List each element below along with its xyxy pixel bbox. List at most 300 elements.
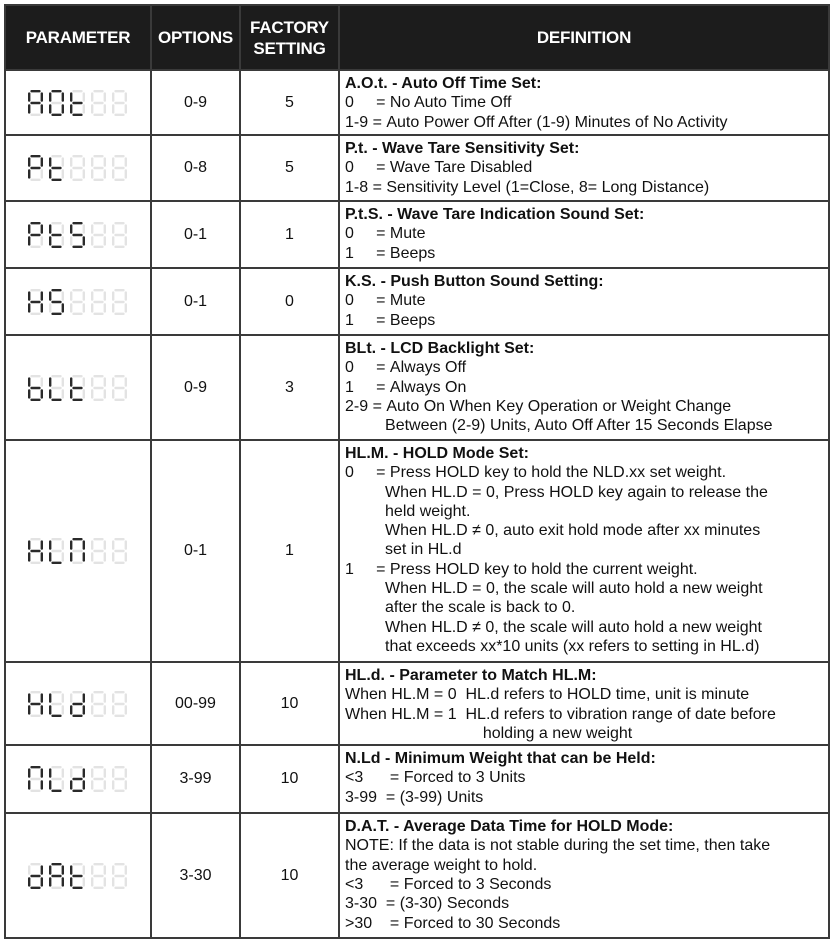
lcd-segment [125, 291, 127, 300]
definition-value: set in HL.d [385, 541, 462, 559]
lcd-segment [72, 863, 82, 865]
lcd-segment [30, 550, 40, 552]
lcd-segment [49, 769, 51, 778]
lcd-segment [83, 877, 85, 886]
lcd-segment [72, 386, 82, 388]
definition-value: NOTE: If the data is not stable during the set time, then take [345, 837, 771, 855]
lcd-segment [72, 101, 82, 103]
lcd-segment [30, 398, 40, 400]
lcd-segment [70, 303, 72, 312]
lcd-segment [91, 92, 93, 101]
lcd-segment [112, 157, 114, 166]
definition-key [345, 637, 385, 656]
definition-cell [339, 268, 829, 335]
lcd-segment [51, 714, 61, 716]
options-cell: 0-9 [151, 70, 240, 135]
lcd-segment [49, 705, 51, 714]
lcd-segment [93, 538, 103, 540]
lcd-segment [30, 300, 40, 302]
lcd-segment [112, 303, 114, 312]
lcd-segment [91, 169, 93, 178]
lcd-segment [93, 101, 103, 103]
definition-key: 1-9 = [345, 113, 387, 131]
table-row [5, 745, 829, 813]
definition-value: holding a new weight [482, 724, 633, 742]
definition-line [345, 836, 824, 855]
parameter-table [4, 4, 830, 939]
definition-value: Auto Power Off After (1-9) Minutes of No Activity [386, 113, 728, 131]
lcd-segment [51, 113, 61, 115]
header-factory-line1: FACTORY [250, 17, 329, 37]
lcd-segment [30, 562, 40, 564]
factory-setting-cell: 10 [240, 813, 339, 938]
lcd-segment [30, 778, 40, 780]
lcd-segment [41, 552, 43, 561]
lcd-segment [83, 705, 85, 714]
lcd-segment [62, 780, 64, 789]
lcd-segment [72, 790, 82, 792]
lcd-segment [83, 780, 85, 789]
lcd-segment [70, 540, 72, 549]
lcd-segment [49, 303, 51, 312]
lcd-segment [51, 562, 61, 564]
definition-key [345, 618, 385, 637]
lcd-display-icon [26, 287, 130, 317]
lcd-segment [91, 693, 93, 702]
lcd-segment [114, 113, 124, 115]
lcd-segment [51, 886, 61, 888]
definition-title: P.t.S. - Wave Tare Indication Sound Set: [345, 206, 645, 223]
lcd-segment [91, 389, 93, 398]
lcd-segment [104, 104, 106, 113]
lcd-segment [91, 104, 93, 113]
definition-cell [339, 135, 829, 201]
lcd-segment [51, 375, 61, 377]
definition-key: <3 = [345, 876, 404, 894]
table-row [5, 662, 829, 745]
lcd-segment [70, 389, 72, 398]
lcd-segment [49, 169, 51, 178]
lcd-display-cell [5, 70, 151, 135]
lcd-segment [83, 865, 85, 874]
factory-setting-cell: 1 [240, 201, 339, 268]
definition-line [345, 685, 824, 704]
lcd-segment [114, 167, 124, 169]
definition-key: 2-9 = [345, 397, 387, 415]
lcd-segment [91, 157, 93, 166]
lcd-segment [30, 538, 40, 540]
lcd-segment [93, 245, 103, 247]
definition-value: When HL.D = 0, Press HOLD key again to release the [385, 483, 768, 501]
lcd-segment [30, 167, 40, 169]
definition-key: 0 = [345, 464, 390, 482]
table-row [5, 335, 829, 440]
definition-value: When HL.D ≠ 0, auto exit hold mode after xx minutes [385, 522, 761, 540]
header-definition: DEFINITION [339, 5, 829, 70]
lcd-segment [91, 865, 93, 874]
lcd-segment [49, 693, 51, 702]
definition-key [345, 579, 385, 598]
definition-line [345, 244, 824, 263]
lcd-segment [91, 780, 93, 789]
definition-key: 1 = [345, 244, 390, 262]
lcd-segment [72, 222, 82, 224]
lcd-display-icon [26, 689, 130, 719]
lcd-display-cell [5, 201, 151, 268]
lcd-segment [51, 538, 61, 540]
definition-line [345, 397, 824, 416]
lcd-segment [49, 540, 51, 549]
lcd-segment [91, 236, 93, 245]
lcd-segment [28, 104, 30, 113]
definition-line [345, 416, 824, 435]
lcd-segment [30, 702, 40, 704]
table-row [5, 201, 829, 268]
definition-value: Press HOLD key to hold the NLD.xx set weight. [389, 464, 727, 482]
definition-key: <3 = [345, 769, 404, 787]
lcd-display-icon [26, 764, 130, 794]
lcd-segment [62, 291, 64, 300]
lcd-segment [83, 169, 85, 178]
lcd-segment [62, 236, 64, 245]
lcd-segment [62, 104, 64, 113]
definition-title: K.S. - Push Button Sound Setting: [345, 273, 604, 290]
lcd-segment [83, 104, 85, 113]
definition-key: 0 = [345, 359, 390, 377]
lcd-segment [28, 236, 30, 245]
lcd-segment [72, 375, 82, 377]
lcd-segment [112, 169, 114, 178]
lcd-display-cell [5, 440, 151, 662]
definition-line [345, 894, 824, 913]
lcd-segment [51, 222, 61, 224]
lcd-segment [41, 169, 43, 178]
definition-value: Always Off [389, 359, 467, 377]
definition-cell [339, 745, 829, 813]
lcd-segment [125, 769, 127, 778]
definition-value: Between (2-9) Units, Auto Off After 15 Seconds Elapse [385, 417, 773, 435]
lcd-segment [41, 865, 43, 874]
lcd-segment [51, 550, 61, 552]
definition-line [345, 560, 824, 579]
definition-line [345, 618, 824, 637]
lcd-segment [28, 693, 30, 702]
lcd-segment [72, 398, 82, 400]
definition-line [345, 113, 824, 132]
definition-value: Forced to 3 Seconds [403, 876, 552, 894]
lcd-segment [70, 92, 72, 101]
lcd-segment [91, 224, 93, 233]
lcd-display-icon [26, 220, 130, 250]
lcd-segment [114, 874, 124, 876]
lcd-segment [72, 691, 82, 693]
lcd-segment [83, 389, 85, 398]
lcd-segment [72, 714, 82, 716]
lcd-segment [70, 780, 72, 789]
lcd-segment [62, 169, 64, 178]
lcd-segment [93, 289, 103, 291]
lcd-segment [104, 92, 106, 101]
lcd-segment [70, 865, 72, 874]
lcd-segment [83, 552, 85, 561]
lcd-segment [51, 778, 61, 780]
lcd-segment [30, 245, 40, 247]
lcd-segment [104, 693, 106, 702]
lcd-segment [49, 104, 51, 113]
definition-title: HL.M. - HOLD Mode Set: [345, 445, 529, 462]
lcd-segment [72, 538, 82, 540]
definition-title: A.O.t. - Auto Off Time Set: [345, 75, 542, 92]
lcd-segment [28, 92, 30, 101]
lcd-segment [112, 780, 114, 789]
lcd-segment [93, 550, 103, 552]
lcd-segment [114, 90, 124, 92]
lcd-segment [91, 552, 93, 561]
lcd-segment [114, 886, 124, 888]
lcd-segment [41, 236, 43, 245]
lcd-segment [30, 289, 40, 291]
table-row [5, 268, 829, 335]
definition-line [345, 502, 824, 521]
lcd-segment [91, 877, 93, 886]
lcd-segment [30, 113, 40, 115]
options-cell: 0-9 [151, 335, 240, 440]
definition-line [345, 483, 824, 502]
lcd-segment [114, 562, 124, 564]
lcd-segment [41, 303, 43, 312]
lcd-segment [70, 705, 72, 714]
lcd-segment [41, 877, 43, 886]
lcd-segment [112, 236, 114, 245]
lcd-segment [114, 863, 124, 865]
lcd-segment [62, 157, 64, 166]
table-row [5, 440, 829, 662]
definition-line [345, 579, 824, 598]
options-cell: 0-1 [151, 201, 240, 268]
definition-line [345, 358, 824, 377]
lcd-segment [72, 300, 82, 302]
lcd-segment [125, 377, 127, 386]
definition-value: When HL.D ≠ 0, the scale will auto hold a new weight [385, 618, 762, 636]
definition-key: 3-30 = [345, 895, 400, 913]
options-cell: 3-99 [151, 745, 240, 813]
lcd-segment [93, 155, 103, 157]
lcd-segment [70, 693, 72, 702]
lcd-segment [51, 245, 61, 247]
definition-key: 0 = [345, 94, 390, 112]
lcd-segment [62, 693, 64, 702]
lcd-segment [125, 224, 127, 233]
definition-value: No Auto Time Off [389, 94, 512, 112]
lcd-segment [93, 222, 103, 224]
definition-key: 1 = [345, 378, 390, 396]
lcd-segment [51, 398, 61, 400]
lcd-segment [70, 552, 72, 561]
lcd-segment [93, 167, 103, 169]
lcd-segment [112, 540, 114, 549]
definition-line [345, 158, 824, 177]
lcd-segment [93, 312, 103, 314]
lcd-segment [125, 705, 127, 714]
lcd-segment [93, 300, 103, 302]
lcd-segment [114, 550, 124, 552]
lcd-segment [51, 863, 61, 865]
lcd-segment [41, 769, 43, 778]
definition-line [345, 724, 824, 743]
lcd-segment [62, 92, 64, 101]
lcd-segment [91, 540, 93, 549]
lcd-segment [114, 155, 124, 157]
factory-setting-cell: 5 [240, 135, 339, 201]
lcd-segment [91, 303, 93, 312]
definition-line [345, 178, 824, 197]
definition-key [345, 724, 483, 743]
lcd-segment [51, 90, 61, 92]
header-factory-setting [240, 5, 339, 70]
lcd-segment [93, 702, 103, 704]
lcd-segment [125, 104, 127, 113]
definition-line [345, 93, 824, 112]
header-factory-line2: SETTING [253, 38, 326, 58]
lcd-segment [72, 167, 82, 169]
lcd-segment [70, 169, 72, 178]
definition-cell [339, 813, 829, 938]
lcd-segment [49, 780, 51, 789]
definition-line [345, 856, 824, 875]
lcd-segment [70, 769, 72, 778]
options-cell: 0-8 [151, 135, 240, 201]
lcd-segment [72, 312, 82, 314]
lcd-segment [93, 233, 103, 235]
lcd-segment [83, 92, 85, 101]
options-cell: 3-30 [151, 813, 240, 938]
definition-line [345, 291, 824, 310]
lcd-segment [104, 303, 106, 312]
definition-key: 1 = [345, 560, 390, 578]
lcd-segment [28, 540, 30, 549]
lcd-segment [112, 92, 114, 101]
definition-cell [339, 201, 829, 268]
definition-key: 0 = [345, 292, 390, 310]
lcd-segment [41, 389, 43, 398]
definition-key: 1-8 = [345, 178, 387, 196]
lcd-segment [72, 233, 82, 235]
lcd-segment [104, 705, 106, 714]
lcd-segment [28, 877, 30, 886]
lcd-segment [70, 377, 72, 386]
lcd-segment [28, 291, 30, 300]
lcd-segment [125, 865, 127, 874]
lcd-segment [104, 865, 106, 874]
definition-line [345, 705, 824, 724]
lcd-segment [70, 291, 72, 300]
definition-line [345, 768, 824, 787]
lcd-segment [112, 552, 114, 561]
definition-line [345, 311, 824, 330]
lcd-segment [62, 552, 64, 561]
definition-key [345, 598, 385, 617]
lcd-segment [49, 92, 51, 101]
header-options: OPTIONS [151, 5, 240, 70]
lcd-segment [114, 778, 124, 780]
lcd-segment [70, 236, 72, 245]
lcd-segment [28, 157, 30, 166]
lcd-segment [93, 398, 103, 400]
lcd-segment [125, 157, 127, 166]
lcd-segment [112, 877, 114, 886]
lcd-segment [114, 300, 124, 302]
lcd-segment [72, 702, 82, 704]
lcd-segment [51, 702, 61, 704]
lcd-segment [112, 104, 114, 113]
lcd-segment [114, 312, 124, 314]
lcd-segment [93, 863, 103, 865]
lcd-segment [51, 167, 61, 169]
definition-key [345, 483, 385, 502]
definition-title: BLt. - LCD Backlight Set: [345, 340, 535, 357]
lcd-segment [114, 245, 124, 247]
lcd-display-icon [26, 153, 130, 183]
lcd-segment [83, 303, 85, 312]
lcd-segment [49, 377, 51, 386]
lcd-segment [72, 562, 82, 564]
lcd-segment [93, 886, 103, 888]
lcd-segment [104, 236, 106, 245]
header-parameter: PARAMETER [5, 5, 151, 70]
definition-value: Mute [389, 225, 426, 243]
definition-value: the average weight to hold. [345, 856, 538, 874]
lcd-segment [30, 691, 40, 693]
lcd-segment [93, 714, 103, 716]
lcd-display-cell [5, 745, 151, 813]
lcd-segment [51, 233, 61, 235]
factory-setting-cell: 10 [240, 745, 339, 813]
lcd-segment [62, 769, 64, 778]
definition-value: HL.d refers to HOLD time, unit is minute [465, 686, 750, 704]
lcd-segment [30, 233, 40, 235]
table-row [5, 813, 829, 938]
lcd-segment [104, 291, 106, 300]
lcd-segment [51, 312, 61, 314]
lcd-segment [51, 766, 61, 768]
lcd-segment [30, 101, 40, 103]
lcd-segment [104, 377, 106, 386]
definition-title: N.Ld - Minimum Weight that can be Held: [345, 750, 656, 768]
lcd-segment [114, 691, 124, 693]
lcd-segment [114, 702, 124, 704]
lcd-segment [93, 375, 103, 377]
definition-key: 0 = [345, 159, 390, 177]
lcd-segment [83, 693, 85, 702]
lcd-segment [91, 769, 93, 778]
lcd-segment [125, 236, 127, 245]
definition-line [345, 875, 824, 894]
definition-title: D.A.T. - Average Data Time for HOLD Mode: [345, 818, 674, 836]
lcd-segment [125, 877, 127, 886]
lcd-segment [93, 386, 103, 388]
lcd-segment [72, 778, 82, 780]
lcd-segment [72, 886, 82, 888]
lcd-segment [62, 705, 64, 714]
lcd-segment [28, 389, 30, 398]
lcd-segment [114, 289, 124, 291]
lcd-segment [30, 874, 40, 876]
lcd-segment [125, 303, 127, 312]
lcd-segment [51, 874, 61, 876]
lcd-segment [104, 877, 106, 886]
lcd-segment [93, 874, 103, 876]
lcd-segment [104, 157, 106, 166]
